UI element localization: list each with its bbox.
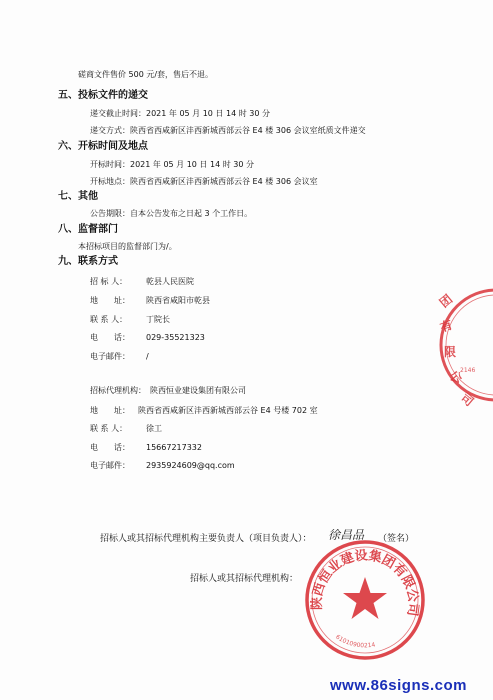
svg-text:限: 限 [444, 345, 457, 359]
signature-suffix: （签名） [378, 534, 415, 544]
agent-addr-label: 地 址： [90, 406, 130, 415]
submit-deadline: 递交截止时间：2021 年 05 月 10 日 14 时 30 分 [90, 109, 270, 118]
agent-name: 陕西恒业建设集团有限公司 [150, 386, 246, 395]
handwritten-signature: 徐昌品 [328, 528, 365, 542]
agent-addr: 陕西省西咸新区沣西新城西部云谷 E4 号楼 702 室 [138, 406, 318, 415]
partial-seal-icon [430, 280, 493, 410]
svg-text:司: 司 [458, 390, 477, 410]
buyer-contact-label: 联 系 人： [90, 315, 128, 324]
agent-email: 2935924609@qq.com [146, 461, 235, 470]
section-5-title: 五、投标文件的递交 [58, 90, 148, 101]
signature-line: 招标人或其招标代理机构主要负责人（项目负责人）： [100, 534, 312, 544]
buyer-addr: 陕西省咸阳市乾县 [146, 296, 210, 305]
buyer-email: / [146, 352, 149, 361]
company-seal-icon [300, 535, 430, 665]
svg-text:公: 公 [447, 368, 465, 386]
section-7-title: 七、其他 [58, 191, 98, 202]
price-line: 磋商文件售价 500 元/套，售后不退。 [78, 70, 214, 79]
section-9-title: 九、联系方式 [58, 256, 118, 267]
submit-place: 递交方式：陕西省西咸新区沣西新城西部云谷 E4 楼 306 会议室纸质文件递交 [90, 126, 366, 135]
svg-text:有: 有 [438, 317, 455, 335]
buyer-email-label: 电子邮件： [90, 352, 130, 361]
buyer-tel-label: 电 话： [90, 333, 130, 342]
supervision-dept: 本招标项目的监督部门为/。 [78, 242, 177, 251]
open-place: 开标地点：陕西省西咸新区沣西新城西部云谷 E4 楼 306 会议室 [90, 177, 318, 186]
open-time: 开标时间：2021 年 05 月 10 日 14 时 30 分 [90, 160, 254, 169]
seal-line: 招标人或其招标代理机构： [190, 574, 299, 584]
agent-name-label: 招标代理机构： [90, 386, 146, 395]
agent-tel: 15667217332 [146, 443, 202, 452]
buyer-contact: 丁院长 [146, 315, 170, 324]
buyer-name: 乾县人民医院 [146, 277, 194, 286]
buyer-name-label: 招 标 人： [90, 277, 128, 286]
notice-period: 公告期限：自本公告发布之日起 3 个工作日。 [90, 209, 253, 218]
agent-contact-label: 联 系 人： [90, 424, 128, 433]
svg-text:团: 团 [436, 291, 456, 311]
svg-text:陕西恒业建设集团有限公司: 陕西恒业建设集团有限公司 [309, 548, 421, 618]
section-6-title: 六、开标时间及地点 [58, 141, 148, 152]
svg-text:61010900214: 61010900214 [334, 633, 376, 650]
agent-tel-label: 电 话： [90, 443, 130, 452]
svg-text:2146: 2146 [460, 367, 476, 374]
agent-email-label: 电子邮件： [90, 461, 130, 470]
section-8-title: 八、监督部门 [58, 224, 118, 235]
buyer-tel: 029-35521323 [146, 333, 205, 342]
agent-contact: 徐工 [146, 424, 162, 433]
buyer-addr-label: 地 址： [90, 296, 130, 305]
watermark: www.86signs.com [330, 677, 467, 694]
